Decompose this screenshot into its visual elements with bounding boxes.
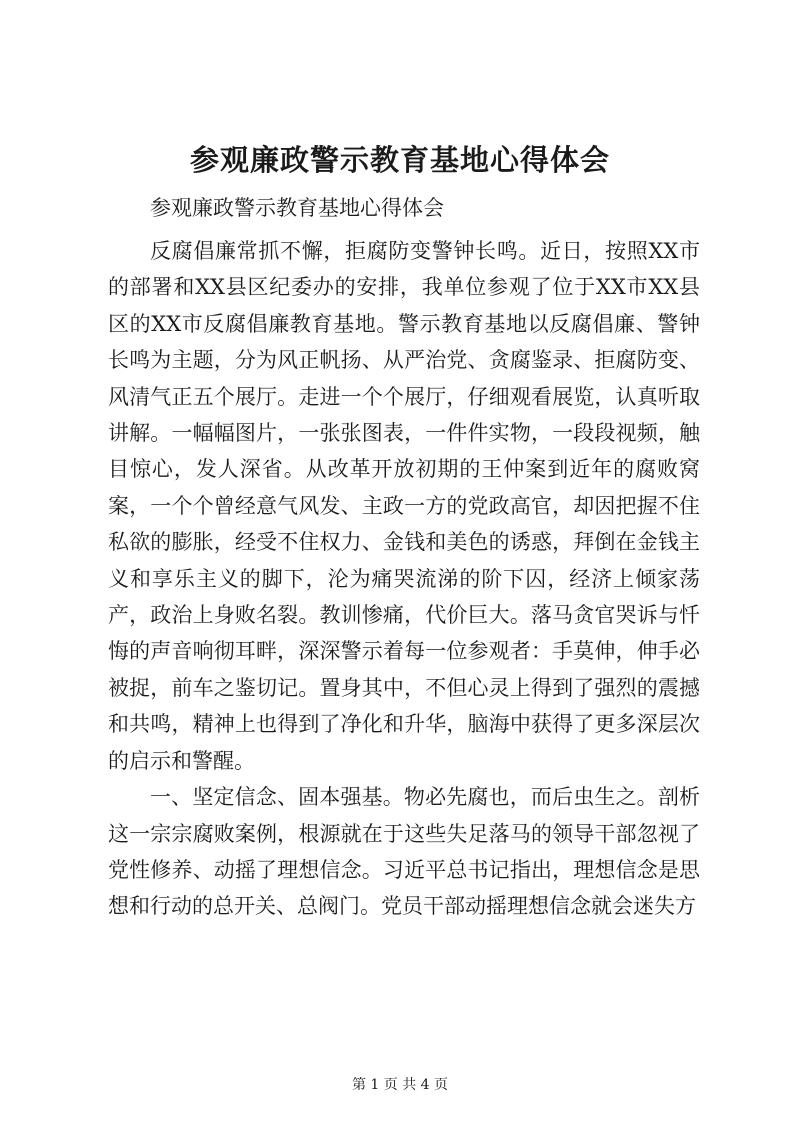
document-title: 参观廉政警示教育基地心得体会: [189, 143, 610, 177]
body-paragraph: 一、坚定信念、固本强基。物必先腐也，而后虫生之。剖析这一宗宗腐败案例，根源就在于这些失足落马的领导干部忽视了党性修养、动摇了理想信念。习近平总书记指出，理想信念是思想和行动的总开关、总阀门。党员干部动摇理想信念就会迷失方: [108, 785, 700, 919]
document-body: [108, 233, 700, 925]
body-paragraph: 反腐倡廉常抓不懈，拒腐防变警钟长鸣。近日，按照XX市的部署和XX县区纪委办的安排，我单位参观了位于XX市XX县区的XX市反腐倡廉教育基地。警示教育基地以反腐倡廉、警钟长鸣为主题，分为风正帆扬、从严治党、贪腐鉴录、拒腐防变、风清气正五个展厅。走进一个个展厅，仔细观看展览，认真听取讲解。一幅幅图片，一张张图表，一件件实物，一段段视频，触目惊心，发人深省。从改革开放初期的王仲案到近年的腐败窝案，一个个曾经意气风发、主政一方的党政高官，却因把握不住私欲的膨胀，经受不住权力、金钱和美色的诱惑，拜倒在金钱主义和享乐主义的脚下，沦为痛哭流涕的阶下囚，经济上倾家荡产，政治上身败名裂。教训惨痛，代价巨大。落马贪官哭诉与忏悔的声音响彻耳畔，深深警示着每一位参观者：手莫伸，伸手必被捉，前车之鉴切记。置身其中，不但心灵上得到了强烈的震撼和共鸣，精神上也得到了净化和升华，脑海中获得了更多深层次的启示和警醒。: [108, 239, 700, 773]
page-number-footer: 第 1 页 共 4 页: [351, 1077, 449, 1093]
document-subtitle: 参观廉政警示教育基地心得体会: [150, 196, 444, 220]
